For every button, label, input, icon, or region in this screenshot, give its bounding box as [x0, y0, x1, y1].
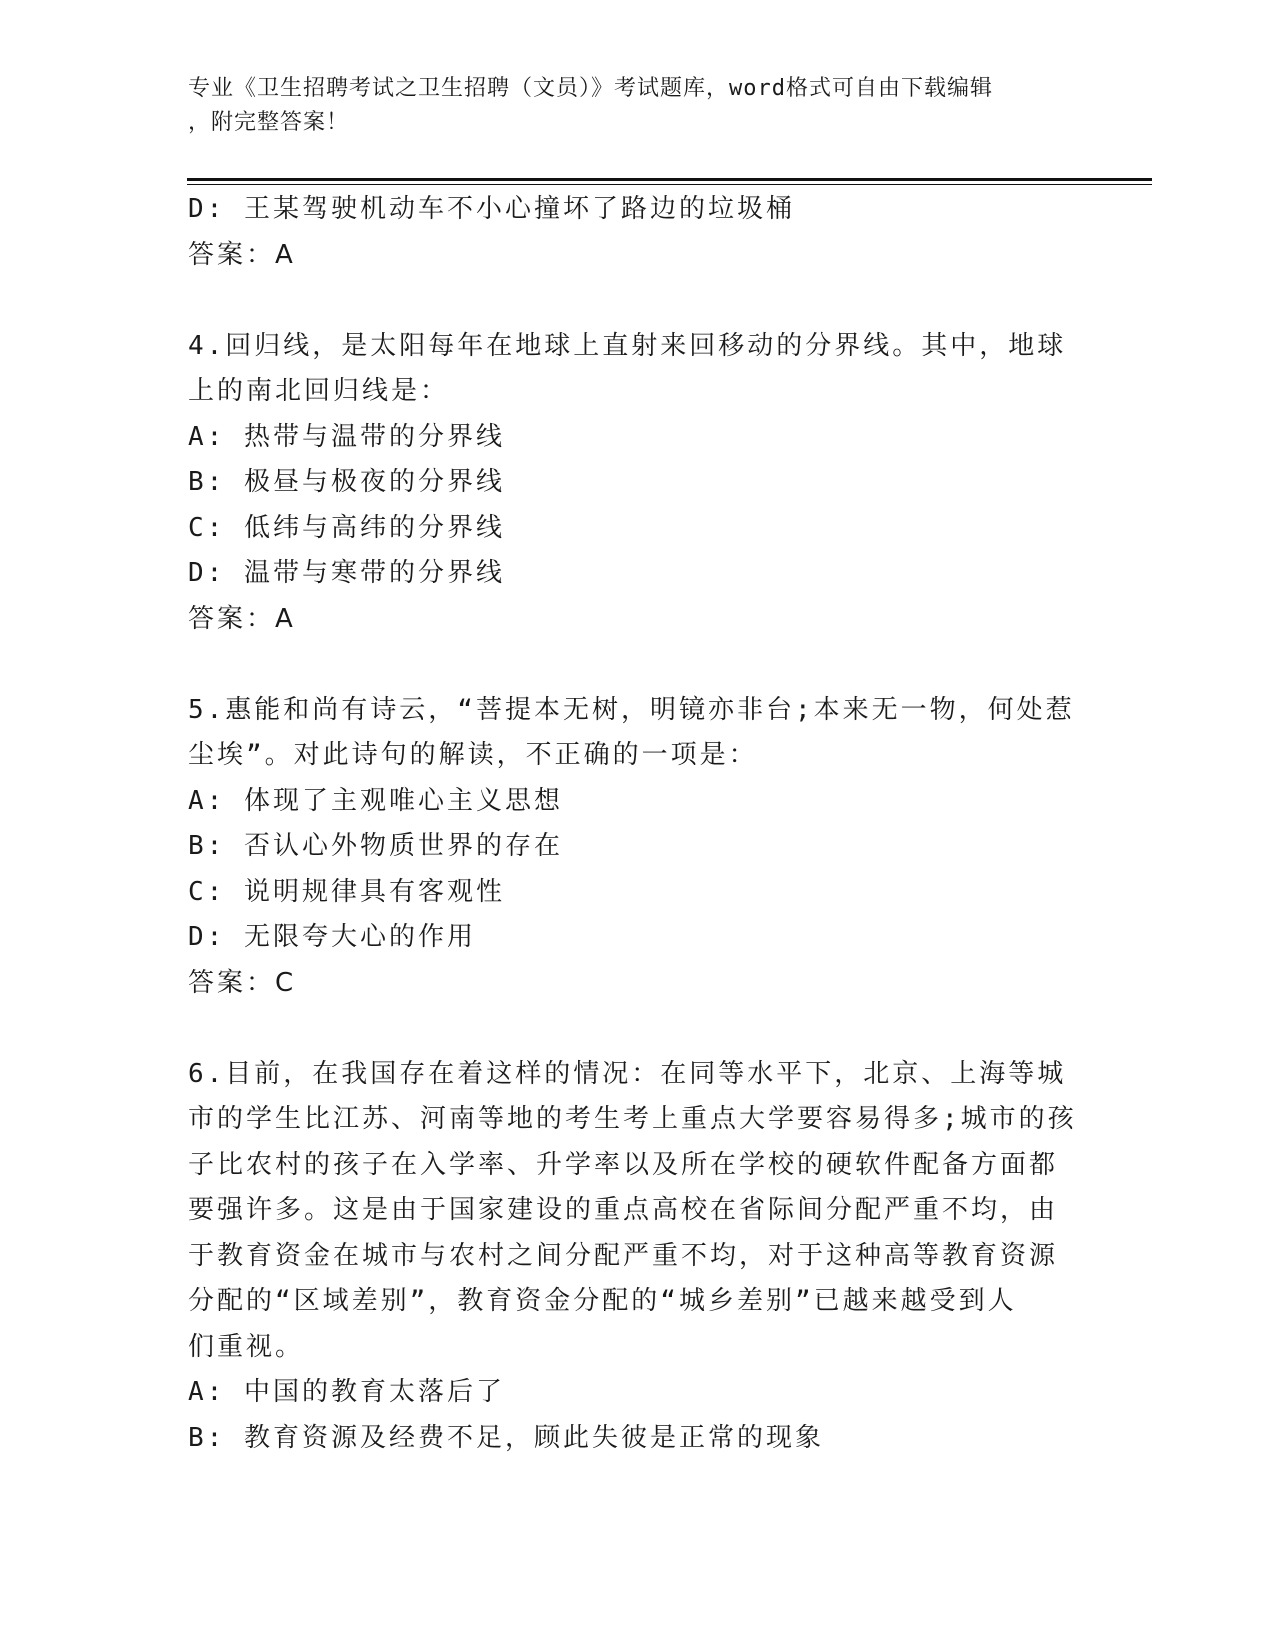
answer-line: 答案：C: [188, 967, 297, 998]
header-rule-thick: [187, 178, 1152, 181]
question-stem-line: 于教育资金在城市与农村之间分配严重不均，对于这种高等教育资源: [188, 1240, 1059, 1271]
question-stem-line: 子比农村的孩子在入学率、升学率以及所在学校的硬软件配备方面都: [188, 1149, 1059, 1180]
option-a: A: 体现了主观唯心主义思想: [188, 785, 563, 816]
option-b: B: 否认心外物质世界的存在: [188, 831, 563, 861]
option-a: A: 中国的教育太落后了: [188, 1377, 505, 1407]
option-a: A: 热带与温带的分界线: [188, 421, 505, 452]
header-line-2: ，附完整答案！: [188, 110, 350, 135]
question-stem-line: 5.惠能和尚有诗云，“菩提本无树，明镜亦非台;本来无一物，何处惹: [188, 694, 1075, 725]
question-stem-line: 分配的“区域差别”，教育资金分配的“城乡差别”已越来越受到人: [188, 1286, 1017, 1316]
document-header: [188, 72, 1088, 140]
answer-line: 答案：A: [188, 603, 296, 634]
header-rule-thin: [187, 184, 1152, 185]
spacer: [188, 1006, 1088, 1052]
question-5: [188, 688, 1088, 1007]
question-6: [188, 1052, 1088, 1462]
option-d: D: 王某驾驶机动车不小心撞坏了路边的垃圾桶: [188, 194, 795, 224]
answer-line: 答案：A: [188, 239, 296, 270]
question-stem-line: 要强许多。这是由于国家建设的重点高校在省际间分配严重不均，由: [188, 1195, 1059, 1225]
question-stem-line: 6.目前，在我国存在着这样的情况：在同等水平下，北京、上海等城: [188, 1058, 1067, 1089]
option-c: C: 低纬与高纬的分界线: [188, 512, 505, 543]
spacer: [188, 642, 1088, 688]
option-b: B: 极昼与极夜的分界线: [188, 467, 505, 497]
option-b: B: 教育资源及经费不足，顾此失彼是正常的现象: [188, 1422, 824, 1453]
spacer: [188, 278, 1088, 324]
option-d: D: 温带与寒带的分界线: [188, 558, 505, 588]
question-stem-line: 上的南北回归线是：: [188, 376, 450, 406]
question-4: [188, 324, 1088, 643]
question-stem-line: 4.回归线，是太阳每年在地球上直射来回移动的分界线。其中，地球: [188, 330, 1067, 361]
option-d: D: 无限夸大心的作用: [188, 922, 476, 952]
option-c: C: 说明规律具有客观性: [188, 876, 505, 907]
question-stem-line: 尘埃”。对此诗句的解读，不正确的一项是：: [188, 740, 758, 770]
document-body: [188, 187, 1088, 1461]
question-3-tail: [188, 187, 1088, 278]
header-line-1: 专业《卫生招聘考试之卫生招聘（文员）》考试题库，word格式可自由下载编辑: [188, 76, 993, 101]
question-stem-line: 们重视。: [188, 1331, 305, 1362]
question-stem-line: 市的学生比江苏、河南等地的考生考上重点大学要容易得多;城市的孩: [188, 1104, 1077, 1134]
